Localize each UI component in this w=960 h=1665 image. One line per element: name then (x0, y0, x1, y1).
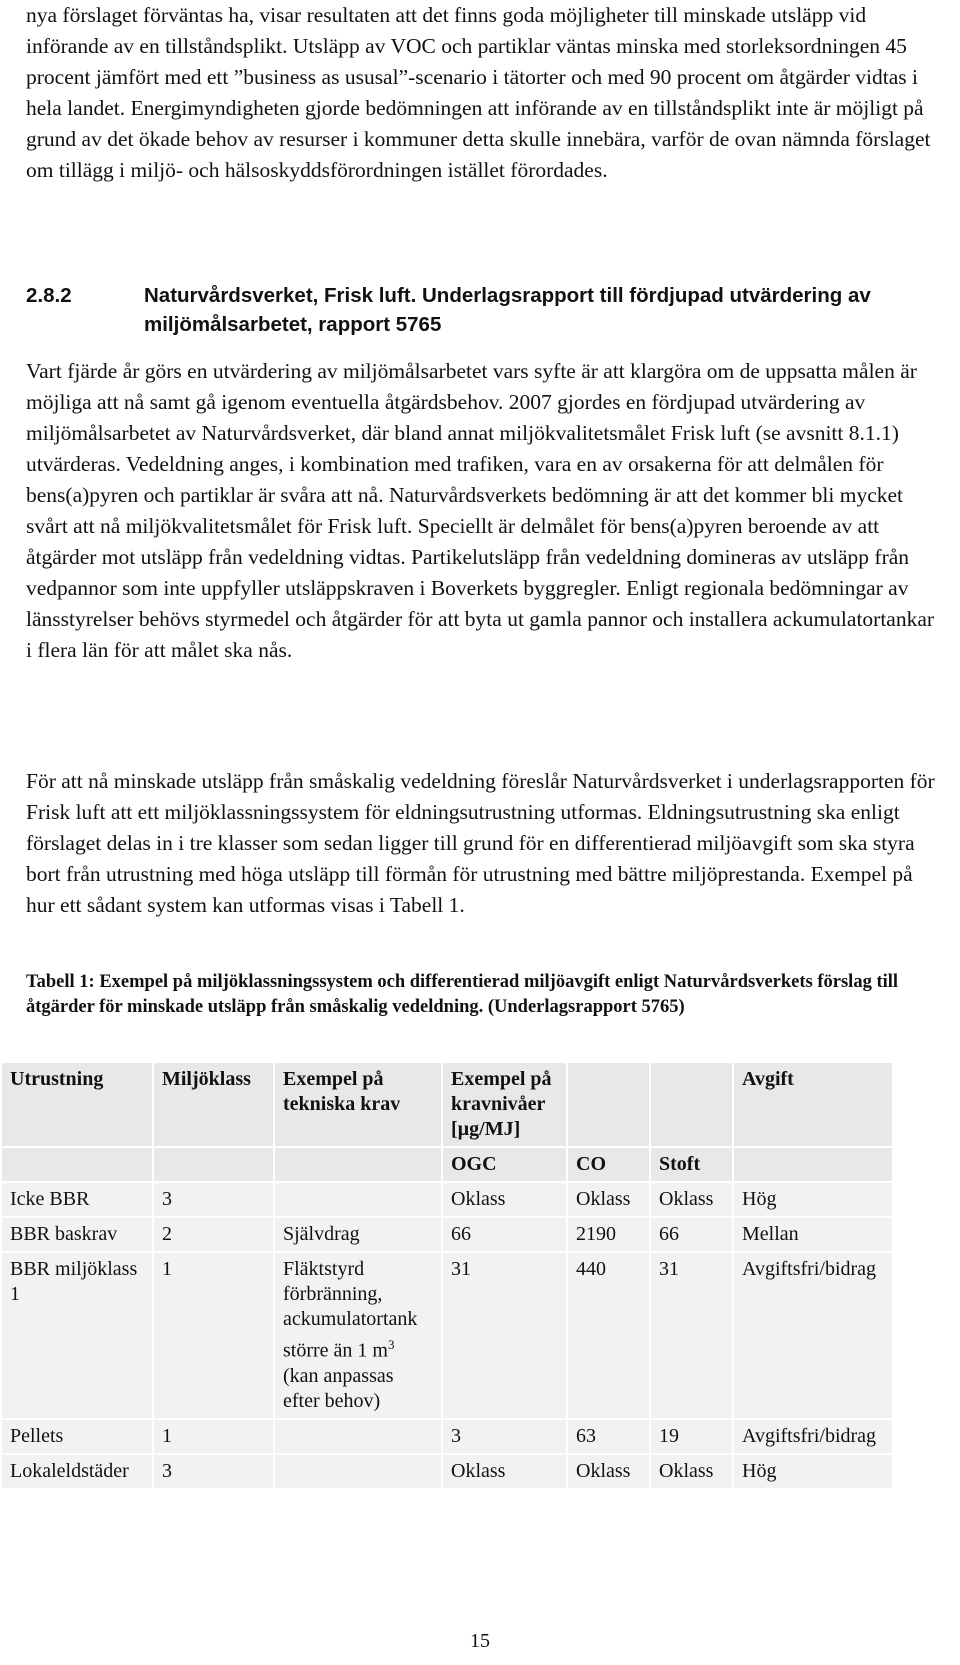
subheader-empty (274, 1147, 442, 1182)
section-title: Naturvårdsverket, Frisk luft. Underlagsrapport till fördjupad utvärdering av miljömålsarbetet, rapport 5765 (144, 284, 871, 336)
section-number: 2.8.2 (26, 284, 72, 307)
cell-ogc: 31 (442, 1252, 567, 1419)
cell-env-class: 3 (153, 1182, 274, 1217)
intro-paragraph: nya förslaget förväntas ha, visar resultaten att det finns goda möjligheter till minskade utsläpp vid införande av en tillståndsplikt. Utsläpp av VOC och partiklar väntas minska med storleksordningen 45 procent jämfört med ett ”business as ususal”-scenario i tätorter och med 90 procent om åtgärder vidtas i hela landet. Energimyndigheten gjorde bedömningen att införande av en tillståndsplikt inte är möjligt på grund av det ökade behov av resurser i kommuner detta skulle innebära, varför de ovan nämnda förslaget om tillägg i miljö- och hälsoskyddsförordningen istället förordades. (26, 3, 931, 182)
table-row (1, 1454, 893, 1489)
cell-stoft: Oklass (650, 1182, 733, 1217)
subheader-co: CO (567, 1147, 650, 1182)
superscript-exponent: 3 (387, 1337, 395, 1352)
cell-tech-req (274, 1182, 442, 1217)
cell-co: 2190 (567, 1217, 650, 1252)
header-empty-co (567, 1062, 650, 1147)
table-row (1, 1419, 893, 1454)
cell-env-class: 1 (153, 1419, 274, 1454)
cell-tech-req (274, 1252, 442, 1419)
cell-equipment: Lokaleldstäder (1, 1454, 153, 1489)
cell-ogc: 3 (442, 1419, 567, 1454)
header-fee: Avgift (733, 1062, 893, 1147)
cell-stoft: Oklass (650, 1454, 733, 1489)
table-row (1, 1217, 893, 1252)
cell-tech-req: Självdrag (274, 1217, 442, 1252)
subheader-ogc: OGC (442, 1147, 567, 1182)
cell-tech-req (274, 1419, 442, 1454)
cell-fee: Hög (733, 1182, 893, 1217)
tech-req-note: (kan anpassas efter behov) (283, 1364, 394, 1412)
subheader-stoft: Stoft (650, 1147, 733, 1182)
proposal-paragraph: För att nå minskade utsläpp från småskalig vedeldning föreslår Naturvårdsverket i underlagsrapporten för Frisk luft att ett miljöklassningssystem för eldningsutrustning utformas. Eldningsutrustning ska enligt förslaget delas in i tre klasser som sedan ligger till grund för en differentierad miljöavgift som ska styra bort från utrustning med höga utsläpp till förmån för utrustning med bättre miljöprestanda. Exempel på hur ett sådant system kan utformas visas i Tabell 1. (26, 769, 935, 917)
cell-equipment: BBR baskrav (1, 1217, 153, 1252)
cell-tech-req (274, 1454, 442, 1489)
cell-stoft: 19 (650, 1419, 733, 1454)
table-header-row (1, 1062, 893, 1147)
header-empty-stoft (650, 1062, 733, 1147)
cell-fee: Hög (733, 1454, 893, 1489)
cell-co: Oklass (567, 1454, 650, 1489)
main-paragraph: Vart fjärde år görs en utvärdering av miljömålsarbetet vars syfte är att klargöra om de uppsatta målen är möjliga att nå samt gå igenom eventuella åtgärdsbehov. 2007 gjordes en fördjupad utvärdering av miljömålsarbetet av Naturvårdsverket, där bland annat miljökvalitetsmålet Frisk luft (se avsnitt 8.1.1) utvärderas. Vedeldning anges, i kombination med trafiken, vara en av orsakerna för att delmålen för bens(a)pyren och partiklar är svåra att nå. Naturvårdsverkets bedömning är att det kommer bli mycket svårt att nå miljökvalitetsmålet för Frisk luft. Speciellt är delmålet för bens(a)pyren beroende av att åtgärder mot utsläpp från vedeldning vidtas. Partikelutsläpp från vedeldning domineras av utsläpp från vedpannor som inte uppfyller utsläppskraven i Boverkets byggregler. Enligt regionala bedömningar av länsstyrelser behövs styrmedel och åtgärder för att byta ut gamla pannor och installera ackumulatortankar i flera län för att målet ska nås. (26, 359, 935, 662)
cell-ogc: Oklass (442, 1454, 567, 1489)
header-env-class: Miljöklass (153, 1062, 274, 1147)
header-levels: Exempel på kravnivåer [µg/MJ] (442, 1062, 567, 1147)
subheader-empty (1, 1147, 153, 1182)
cell-env-class: 1 (153, 1252, 274, 1419)
cell-co: Oklass (567, 1182, 650, 1217)
table-caption: Tabell 1: Exempel på miljöklassningssystem och differentierad miljöavgift enligt Naturvårdsverkets förslag till åtgärder för minskade utsläpp från småskalig vedeldning. (Underlagsrapport 5765) (26, 972, 899, 1017)
cell-env-class: 2 (153, 1217, 274, 1252)
cell-ogc: 66 (442, 1217, 567, 1252)
table-subheader-row (1, 1147, 893, 1182)
header-equipment: Utrustning (1, 1062, 153, 1147)
subheader-empty (733, 1147, 893, 1182)
tech-req-text: Fläktstyrd förbränning, ackumulatortank större än 1 m (283, 1258, 418, 1362)
page-number: 15 (470, 1630, 490, 1652)
cell-equipment: Pellets (1, 1419, 153, 1454)
cell-env-class: 3 (153, 1454, 274, 1489)
header-tech-req: Exempel på tekniska krav (274, 1062, 442, 1147)
subheader-empty (153, 1147, 274, 1182)
cell-ogc: Oklass (442, 1182, 567, 1217)
cell-equipment: Icke BBR (1, 1182, 153, 1217)
cell-equipment: BBR miljöklass 1 (1, 1252, 153, 1419)
cell-co: 63 (567, 1419, 650, 1454)
cell-fee: Avgiftsfri/bidrag (733, 1419, 893, 1454)
section-heading (26, 281, 938, 339)
cell-fee: Mellan (733, 1217, 893, 1252)
cell-co: 440 (567, 1252, 650, 1419)
cell-stoft: 31 (650, 1252, 733, 1419)
cell-fee: Avgiftsfri/bidrag (733, 1252, 893, 1419)
environmental-class-table (0, 1061, 894, 1490)
cell-stoft: 66 (650, 1217, 733, 1252)
table-row (1, 1252, 893, 1419)
table-row (1, 1182, 893, 1217)
